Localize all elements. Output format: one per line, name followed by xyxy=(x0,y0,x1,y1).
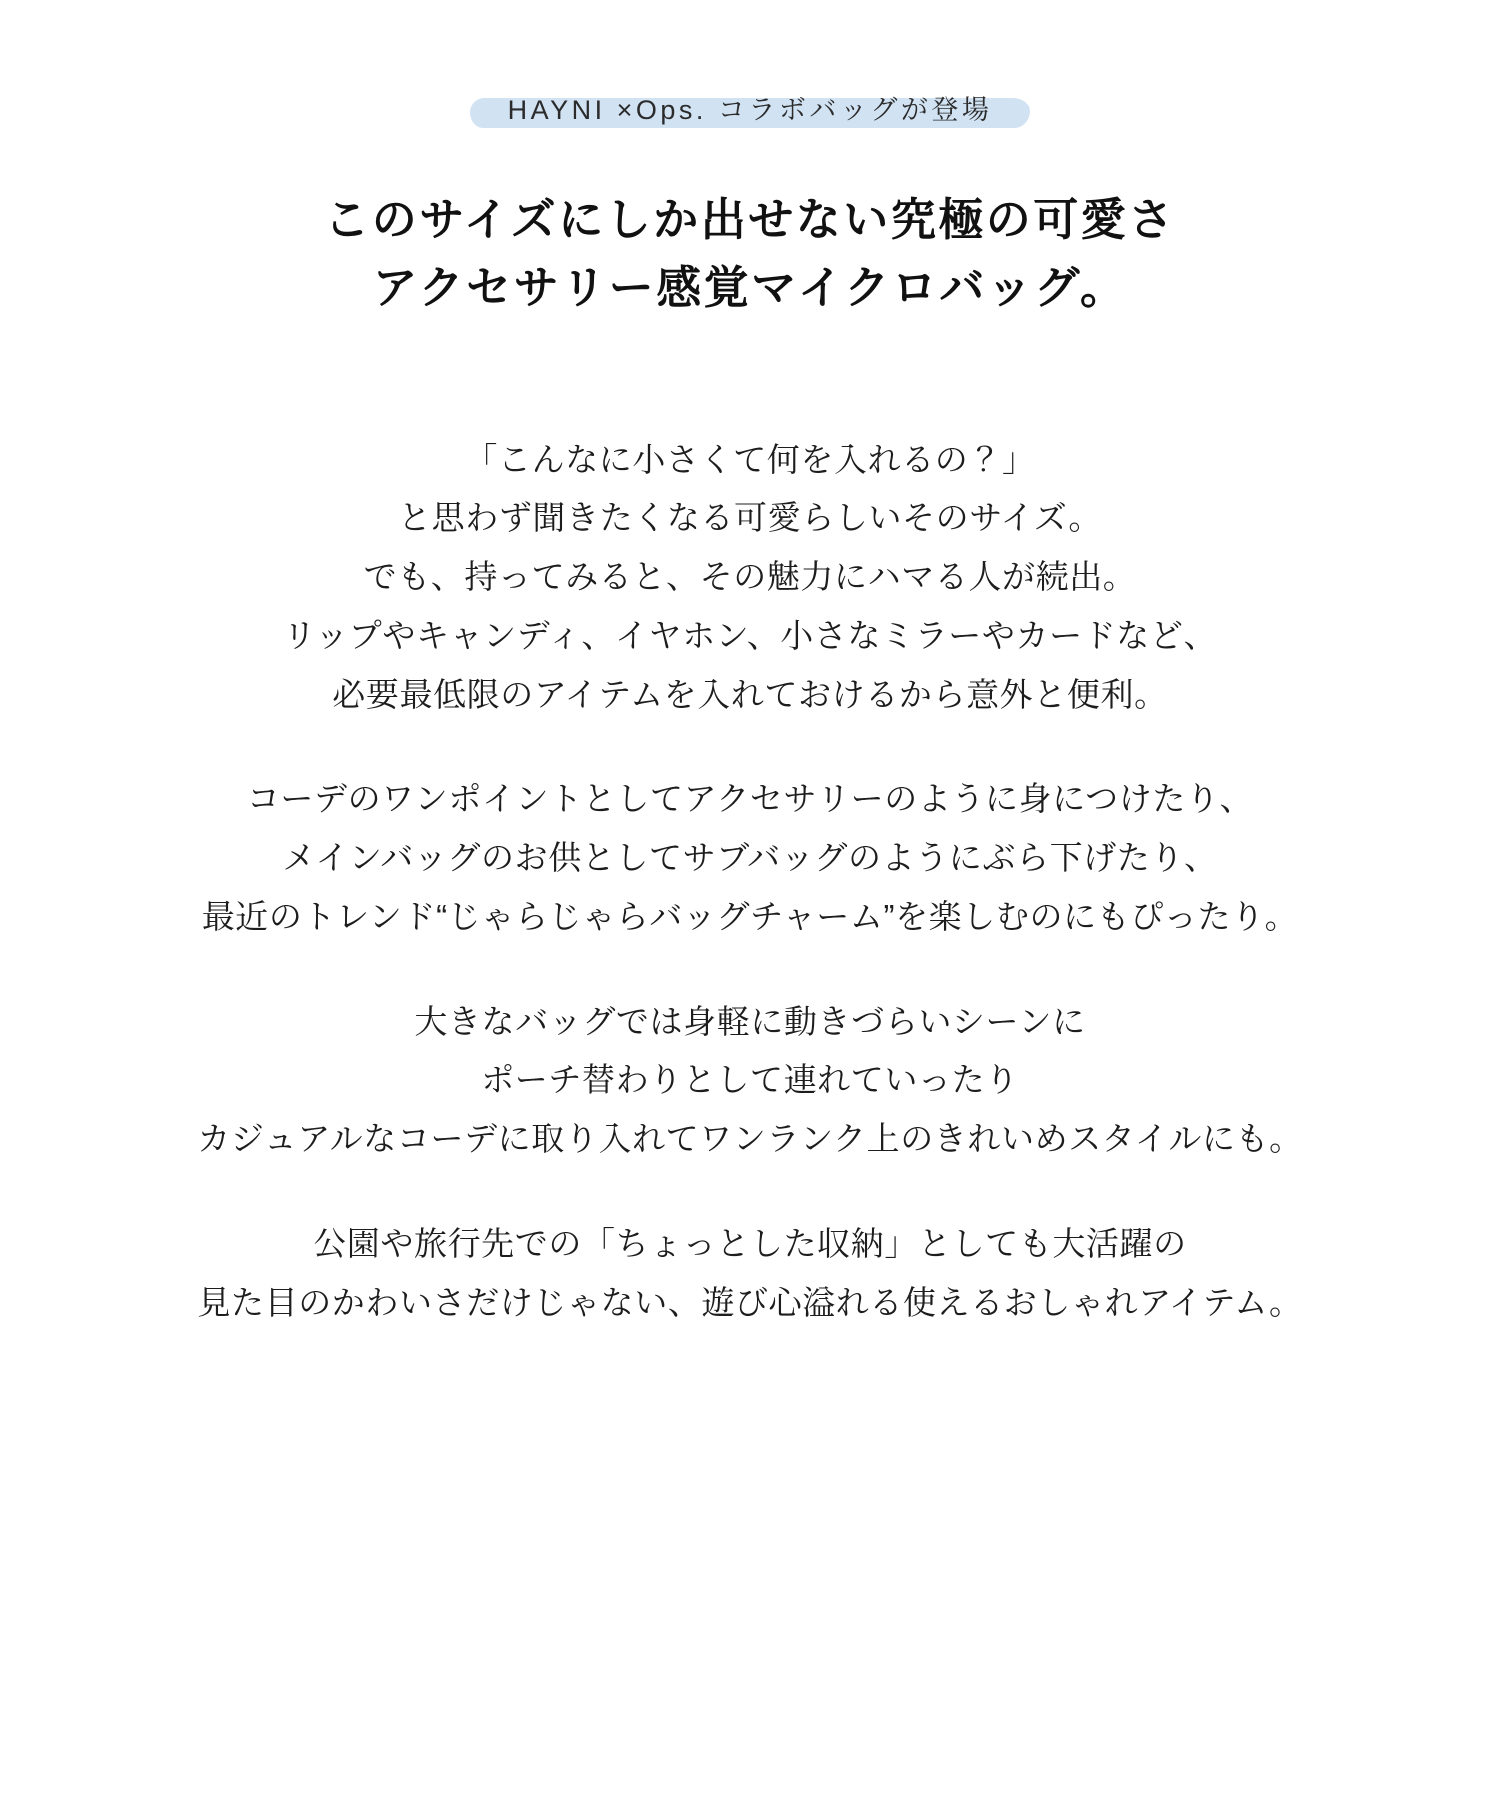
paragraph-1 xyxy=(0,431,1500,725)
paragraph-1-line-2: と思わず聞きたくなる可愛らしいそのサイズ。 xyxy=(398,499,1102,537)
page-title-line-1: このサイズにしか出せない究極の可愛さ xyxy=(324,193,1176,245)
paragraph-3-line-3: カジュアルなコーデに取り入れてワンランク上のきれいめスタイルにも。 xyxy=(197,1120,1303,1158)
paragraph-1-line-4: リップやキャンディ、イヤホン、小さなミラーやカードなど、 xyxy=(282,616,1218,654)
paragraph-1-line-1: 「こんなに小さくて何を入れるの？」 xyxy=(464,440,1036,478)
eyebrow-label: HAYNI ×Ops. コラボバッグが登場 xyxy=(507,95,993,125)
description-body xyxy=(0,431,1500,1333)
paragraph-1-line-3: でも、持ってみると、その魅力にハマる人が続出。 xyxy=(363,558,1137,596)
paragraph-1-line-5: 必要最低限のアイテムを入れておけるから意外と便利。 xyxy=(332,675,1168,713)
paragraph-4-line-1: 公園や旅行先での「ちょっとした収納」としても大活躍の xyxy=(313,1224,1187,1262)
paragraph-4-line-2: 見た目のかわいさだけじゃない、遊び心溢れる使えるおしゃれアイテム。 xyxy=(197,1283,1303,1321)
paragraph-2 xyxy=(0,770,1500,946)
paragraph-2-line-3: 最近のトレンド“じゃらじゃらバッグチャーム”を楽しむのにもぴったり。 xyxy=(201,897,1299,935)
paragraph-3-line-2: ポーチ替わりとして連れていったり xyxy=(481,1061,1019,1099)
paragraph-2-line-1: コーデのワンポイントとしてアクセサリーのように身につけたり、 xyxy=(246,780,1254,818)
paragraph-3-line-1: 大きなバッグでは身軽に動きづらいシーンに xyxy=(414,1002,1086,1040)
paragraph-3 xyxy=(0,993,1500,1169)
paragraph-4 xyxy=(0,1215,1500,1332)
eyebrow-banner xyxy=(508,92,993,130)
page-title xyxy=(324,186,1175,323)
page-title-line-2: アクセサリー感覚マイクロバッグ。 xyxy=(372,262,1128,314)
paragraph-2-line-2: メインバッグのお供としてサブバッグのようにぶら下げたり、 xyxy=(282,839,1218,877)
